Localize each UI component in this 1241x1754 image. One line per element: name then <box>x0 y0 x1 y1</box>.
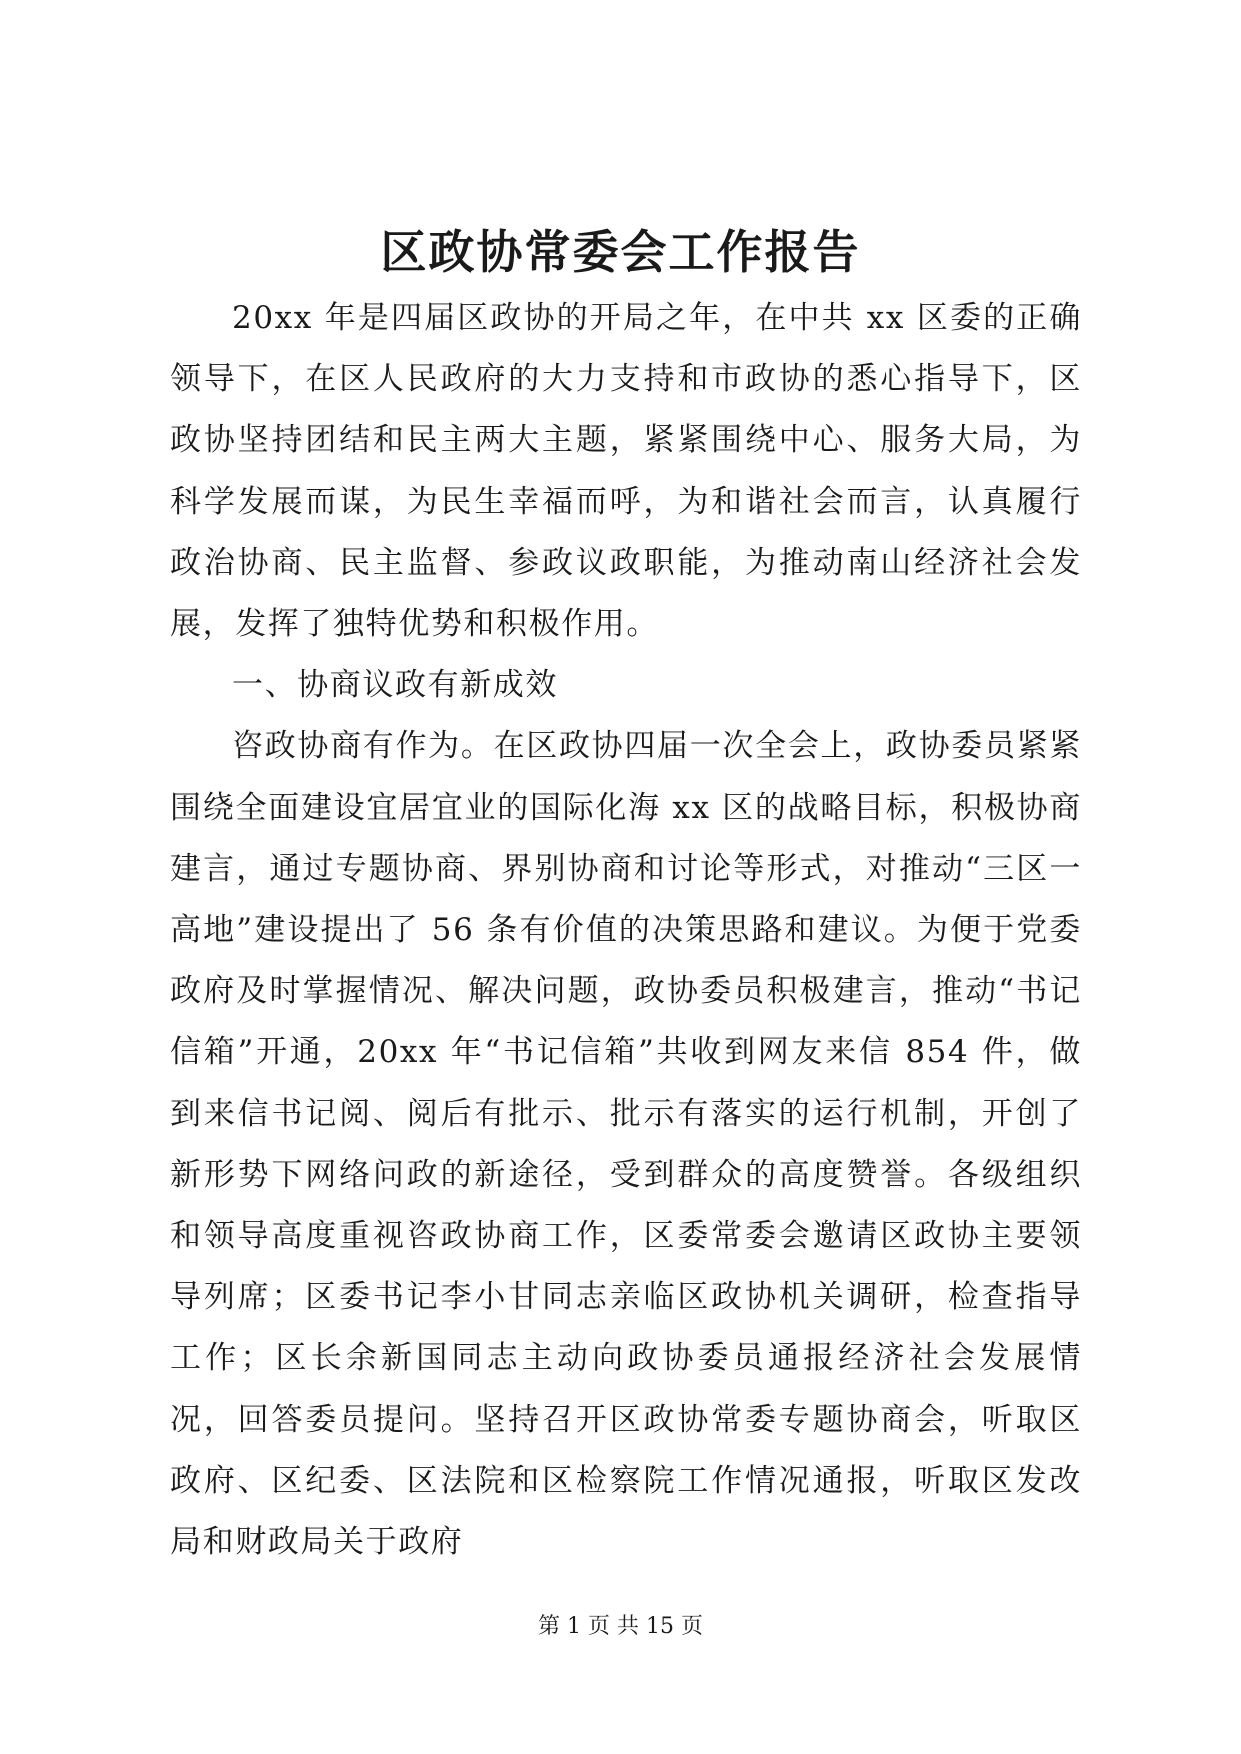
page-number-footer: 第 1 页 共 15 页 <box>538 1614 703 1639</box>
section-heading-1: 一、协商议政有新成效 <box>232 667 558 704</box>
document-body <box>170 288 1082 1573</box>
paragraph-consultation: 咨政协商有作为。在区政协四届一次全会上，政协委员紧紧围绕全面建设宜居宜业的国际化海 xx 区的战略目标，积极协商建言，通过专题协商、界别协商和讨论等形式，对推动“三区一高地”建设提出了 56 条有价值的决策思路和建议。为便于党委政府及时掌握情况、解决问题，政协委员积极建言，推动“书记信箱”开通，20xx 年“书记信箱”共收到网友来信 854 件，做到来信书记阅、阅后有批示、批示有落实的运行机制，开创了新形势下网络问政的新途径，受到群众的高度赞誉。各级组织和领导高度重视咨政协商工作，区委常委会邀请区政协主要领导列席；区委书记李小甘同志亲临区政协机关调研，检查指导工作；区长余新国同志主动向政协委员通报经济社会发展情况，回答委员提问。坚持召开区政协常委专题协商会，听取区政府、区纪委、区法院和区检察院工作情况通报，听取区发改局和财政局关于政府 <box>170 728 1082 1561</box>
paragraph-intro: 20xx 年是四届区政协的开局之年，在中共 xx 区委的正确领导下，在区人民政府的大力支持和市政协的悉心指导下，区政协坚持团结和民主两大主题，紧紧围绕中心、服务大局，为科学发展而谋，为民生幸福而呼，为和谐社会而言，认真履行政治协商、民主监督、参政议政职能，为推动南山经济社会发展，发挥了独特优势和积极作用。 <box>170 300 1082 643</box>
document-title: 区政协常委会工作报告 <box>380 225 861 279</box>
